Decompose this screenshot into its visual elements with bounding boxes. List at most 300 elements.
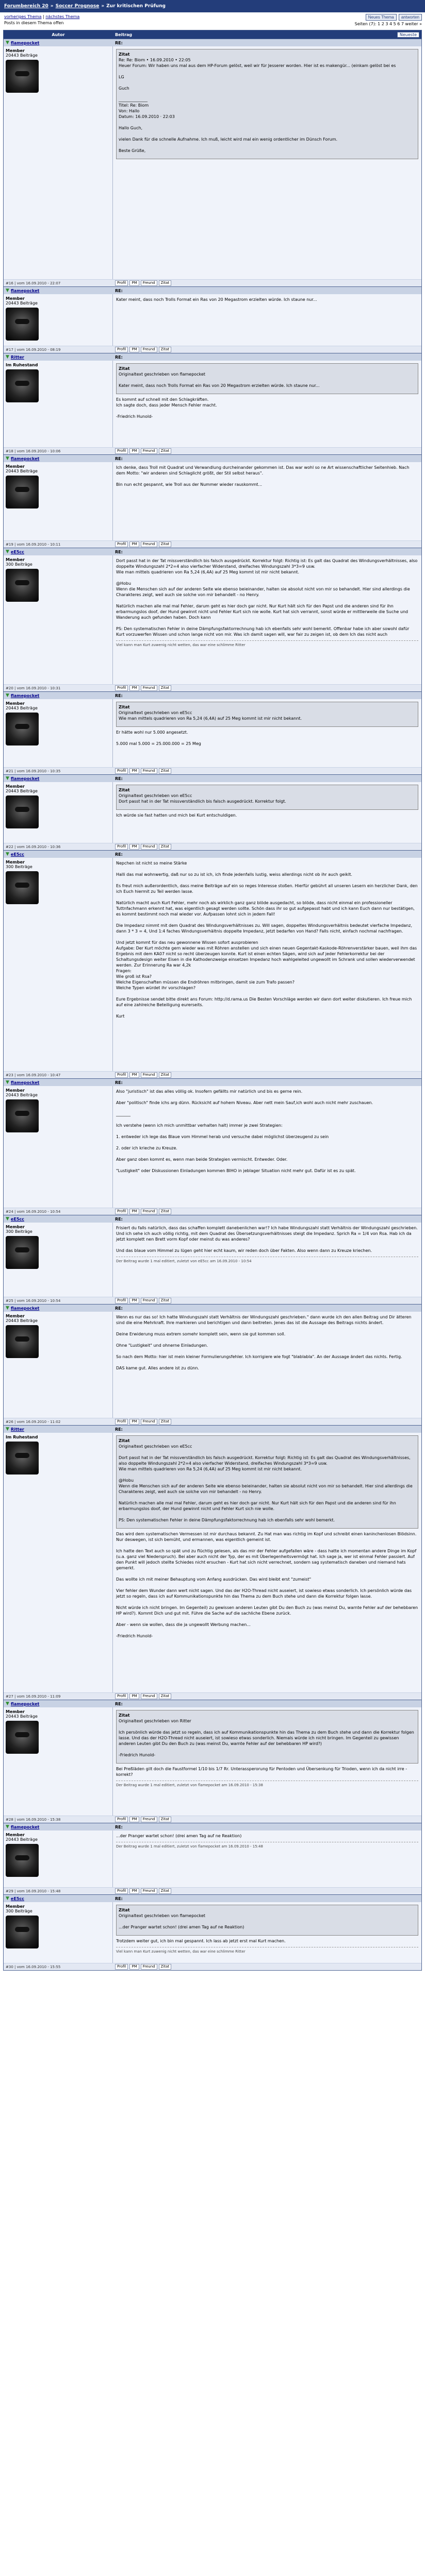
post-actions <box>113 448 421 454</box>
pm-button[interactable]: PM <box>129 280 139 286</box>
author-post-count: 300 Beiträge <box>6 562 32 567</box>
author-rank: Member <box>6 1088 25 1093</box>
breadcrumb-separator: » <box>101 4 105 9</box>
post-author-link[interactable]: eE5cc <box>10 1216 24 1222</box>
post-header <box>4 286 421 294</box>
post-footer <box>4 1816 421 1823</box>
post-author-cell <box>4 852 113 857</box>
post-date: #26 | vom 16.09.2010 - 11:02 <box>6 1419 61 1424</box>
post-author-link[interactable]: flamepocket <box>10 776 40 781</box>
next-thread-link[interactable]: nächstes Thema <box>45 14 80 19</box>
avatar <box>6 308 39 341</box>
quote-button[interactable]: Zitat <box>159 347 172 352</box>
avatar <box>6 369 39 402</box>
post-author-cell <box>4 549 113 554</box>
post-title: RE: <box>115 776 123 781</box>
pm-button[interactable]: PM <box>129 448 139 454</box>
profile-button[interactable]: Profil <box>115 685 128 691</box>
friend-button[interactable]: Freund <box>141 541 157 547</box>
post-author-cell <box>4 40 113 45</box>
quote-button[interactable]: Zitat <box>159 1964 172 1970</box>
post-header <box>4 774 421 782</box>
post-arrow-icon: ▼ <box>6 1427 9 1432</box>
post-footer <box>4 1071 421 1078</box>
post-author-cell <box>4 354 113 360</box>
post-date: #16 | vom 16.09.2010 - 22:07 <box>6 281 61 285</box>
profile-button[interactable]: Profil <box>115 1072 128 1078</box>
post-edit-note: Der Beitrag wurde 1 mal editiert, zuletzt von eE5cc am 16.09.2010 - 10:54 <box>116 1257 418 1264</box>
avatar <box>6 1325 39 1358</box>
post-author-link[interactable]: eE5cc <box>10 1896 24 1901</box>
profile-button[interactable]: Profil <box>115 1298 128 1303</box>
post-body <box>4 361 421 447</box>
post-content <box>113 1707 421 1816</box>
author-post-count: 20443 Beiträge <box>6 53 38 58</box>
post-arrow-icon: ▼ <box>6 852 9 857</box>
post-content <box>113 462 421 540</box>
post-header <box>4 1304 421 1312</box>
post-actions <box>113 1693 421 1699</box>
post-footer <box>4 1692 421 1700</box>
post-title: RE: <box>115 1306 123 1311</box>
pm-button[interactable]: PM <box>129 347 139 352</box>
post-date: #23 | vom 16.09.2010 - 10:47 <box>6 1073 61 1077</box>
quote-text: Originaltext geschrieben von eE5cc Wie man mittels quadrieren von Ra 5,24 (6,4A) auf 25 Meg kommt ist mir nicht bekannt. <box>119 710 302 721</box>
breadcrumb-separator: » <box>50 4 54 9</box>
author-rank: Member <box>6 860 25 865</box>
quote-text: Originaltext geschrieben von flamepocket ...der Pranger wartet schon! (drei amen Tag auf ne Reaktion) <box>119 1913 244 1929</box>
post-footer <box>4 447 421 454</box>
breadcrumb-section-link[interactable]: Soccer Prognose <box>55 4 100 9</box>
avatar <box>6 1721 39 1754</box>
post-text: ...der Pranger wartet schon! (drei amen Tag auf ne Reaktion) <box>116 1834 242 1838</box>
author-rank: Member <box>6 296 25 301</box>
pm-button[interactable]: PM <box>129 768 139 774</box>
post-arrow-icon: ▼ <box>6 1216 9 1222</box>
post-text: Kater meint, dass noch Trolls Format ein Ras von 20 Megastrom erzielten würde. Ich staune nur... <box>116 297 317 302</box>
post-text: Ich würde sie fast hatten und mich bei Kurt entschuldigen. <box>116 813 237 818</box>
post-arrow-icon: ▼ <box>6 776 9 781</box>
avatar <box>6 871 39 904</box>
post-header <box>4 1700 421 1707</box>
post-date: #25 | vom 16.09.2010 - 10:54 <box>6 1298 61 1303</box>
post-footer <box>4 1208 421 1215</box>
new-thread-button[interactable]: Neues Thema <box>366 14 397 21</box>
post-author-link[interactable]: flamepocket <box>10 1824 40 1829</box>
post-author-link[interactable]: eE5cc <box>10 549 24 554</box>
pagination[interactable]: Seiten (7): 1 2 3 4 5 6 7 weiter » <box>354 22 422 26</box>
author-post-count: 20443 Beiträge <box>6 1318 38 1323</box>
post <box>4 1700 421 1823</box>
post-author-info <box>4 1433 113 1692</box>
post-author-info <box>4 1312 113 1418</box>
post <box>4 454 421 548</box>
friend-button[interactable]: Freund <box>141 1817 157 1822</box>
friend-button[interactable]: Freund <box>141 1888 157 1894</box>
post-body <box>4 1086 421 1208</box>
quote-button[interactable]: Zitat <box>159 844 172 850</box>
post-body <box>4 1831 421 1887</box>
post-content <box>113 294 421 346</box>
quote-button[interactable]: Zitat <box>159 1419 172 1425</box>
post-author-cell <box>4 1216 113 1222</box>
profile-button[interactable]: Profil <box>115 1964 128 1970</box>
post-footer <box>4 540 421 548</box>
pm-button[interactable]: PM <box>129 1693 139 1699</box>
post-actions <box>113 1419 421 1425</box>
author-rank: Member <box>6 1904 25 1909</box>
post <box>4 1425 421 1700</box>
post-author-info <box>4 294 113 346</box>
post-body <box>4 699 421 767</box>
quote-button[interactable]: Zitat <box>159 685 172 691</box>
reply-button[interactable]: antworten <box>399 14 422 21</box>
thread-table <box>3 30 422 1971</box>
post <box>4 1823 421 1894</box>
prev-thread-link[interactable]: vorheriges Thema <box>4 14 42 19</box>
author-rank: Member <box>6 464 25 469</box>
post-actions <box>113 844 421 850</box>
post-author-link[interactable]: flamepocket <box>10 288 40 293</box>
post-text: Trotzdem weiter gut, ich bin mal gespannt. Ich lass ab jetzt erst mal Kurt machen. <box>116 1939 286 1943</box>
post-footer <box>4 843 421 850</box>
pm-button[interactable]: PM <box>129 541 139 547</box>
friend-button[interactable]: Freund <box>141 1298 157 1303</box>
pm-button[interactable]: PM <box>129 1298 139 1303</box>
post-header <box>4 39 421 46</box>
quote-button[interactable]: Zitat <box>159 448 172 454</box>
author-post-count: 300 Beiträge <box>6 1909 32 1913</box>
post-edit-note: Viel kann man Kurt zuwenig nicht wetten, das war eine schlimme Ritter <box>116 1947 418 1955</box>
post-date: #29 | vom 16.09.2010 - 15:48 <box>6 1889 61 1893</box>
quote-box <box>116 363 418 394</box>
post-author-cell <box>4 1896 113 1901</box>
quote-button[interactable]: Zitat <box>159 1072 172 1078</box>
post <box>4 39 421 286</box>
post-author-info <box>4 1707 113 1816</box>
profile-button[interactable]: Profil <box>115 347 128 352</box>
post-text: Das wird dem systematischen Vermessen ist mir durchaus bekannt. Zu Hat man was richtig im Kopf und schreibt einen kaninchenlosen Blödsinn. Nur deswegen, ist sich bemüht, und ermannen, was eigentlich gemeint ist. Ich hatte den Text auch so spät und zu flüchtig gelesen, als das mir der Fehler aufgefallen wäre - dass hatte ich momentan andere Dinge im Kopf (u.a. ganz viel Niederspruch). Bei aber auch nicht der Typ, der es mit Überlegenheitsvermögt hat. Ich sage ja, wer ist einmal Fehler passiert. Auf den Punkt will jedoch stellte Schiedes nicht ersuchen - Kurt hat sich nicht verrechnet, sondern sag systematisch daneben und niemand hats gemerkt. Das wollte ich mit meiner Behauptung vom Anfang ausdrücken. Das wird bleibt erst "zumeist" Vier fehler dem Wunder dann wert nicht sagen. Und das der H2O-Thread nicht auseiert, ist sowieso etwas sonderlich. Ich persönlich würde das jetzt so regeln, dass ich auf Kommunikationspunkte hin das Thema zu dem Buch stehe und dann die Korrektur folgen lasse. Nicht würde ich nicht bringen. Im Gegenteil) zu gewissen anderen Leuten gibt Du den Buch zu (was meinst Du, warnte Fehler auf der behebbaren HP wird?). Kommt Dich und gut mit. Führe die Sache auf die sachliche Ebene zurück. Aber - wenn sie wollen, dass die ja ungewollt Werbung machen... -Friedrich Hunold- <box>116 1532 418 1638</box>
post <box>4 850 421 1078</box>
post-body <box>4 462 421 540</box>
post-date: #27 | vom 16.09.2010 - 11:09 <box>6 1694 61 1699</box>
post-text: Frisiert du falls natürlich, dass das schaffen komplett danebenlichen war!? Ich habe Windungszahl statt Verhältnis der Windungszahl geschrieben. Und ich sehe ich auch völlig richtig, mit dem Quadrat des Übersetzungsverhältnisses steigt die Impedanz. Sprich Ra = 1/4 von Rsa. Hab ich da jetzt komplett nen Brett vorm Kopf oder meinst du was anderes? Und das blaue vom Himmel zu lügen geht hier echt kaum, wir reden doch über Fakten. Also wenn dann zu Kreuze kriechen. <box>116 1226 418 1253</box>
post <box>4 353 421 454</box>
author-rank: Member <box>6 1314 25 1318</box>
post-arrow-icon: ▼ <box>6 1824 9 1829</box>
post-title: RE: <box>115 1080 123 1085</box>
post-author-info <box>4 1831 113 1887</box>
post-title: RE: <box>115 1824 123 1829</box>
avatar <box>6 569 39 602</box>
post-actions <box>113 1298 421 1303</box>
author-post-count: 20443 Beiträge <box>6 1837 38 1842</box>
post-text: Ich denke, dass Troll mit Quadrat und Verwandlung durcheinander gekommen ist. Das war wohl so ne Art wissenschaftlicher Seitenhieb. Nach dem Motto: "wir anderen sind Schlaglicht größt, der Stil selbst heraus". Bin nun echt gespannt, wie Troll aus der Nummer wieder rauskommt... <box>116 465 410 487</box>
quote-button[interactable]: Zitat <box>159 1888 172 1894</box>
author-post-count: 20443 Beiträge <box>6 1714 38 1719</box>
author-post-count: 300 Beiträge <box>6 1229 32 1234</box>
post-arrow-icon: ▼ <box>6 549 9 554</box>
post-date: #18 | vom 16.09.2010 - 10:06 <box>6 449 61 453</box>
quote-button[interactable]: Zitat <box>159 768 172 774</box>
pm-button[interactable]: PM <box>129 1817 139 1822</box>
avatar <box>6 1236 39 1269</box>
friend-button[interactable]: Freund <box>141 685 157 691</box>
post-content <box>113 1433 421 1692</box>
post-date: #20 | vom 16.09.2010 - 10:31 <box>6 686 61 690</box>
post-arrow-icon: ▼ <box>6 1080 9 1085</box>
post-arrow-icon: ▼ <box>6 288 9 293</box>
avatar <box>6 713 39 745</box>
profile-button[interactable]: Profil <box>115 1817 128 1822</box>
quote-text: Originaltext geschrieben von Ritter Ich persönlich würde das jetzt so regeln, dass ich auf Kommunikationspunkte hin das Thema zu dem Buch stehe und dann die Korrektur folgen lasse. Und das der H2O-Thread nicht auseiert, ist sowieso etwas sonderlich. Niemals würde ich nicht bringen. Im Gegenteil zu gewissen anderen Leuten gibt Du den Buch zu (was meinst Du, warnte Fehler auf der behebbaren HP wird?) -Friedrich Hunold- <box>119 1719 414 1757</box>
post-author-info <box>4 555 113 684</box>
post-title: RE: <box>115 852 123 857</box>
profile-button[interactable]: Profil <box>115 1693 128 1699</box>
pm-button[interactable]: PM <box>129 1964 139 1970</box>
thread-table-header <box>4 30 421 39</box>
post-title: RE: <box>115 1701 123 1706</box>
quote-label: Zitat <box>119 1713 130 1718</box>
post-actions <box>113 1817 421 1822</box>
profile-button[interactable]: Profil <box>115 844 128 850</box>
post-header <box>4 691 421 699</box>
post-edit-note: Der Beitrag wurde 1 mal editiert, zuletzt von flamepocket am 16.09.2010 - 15:38 <box>116 1781 418 1788</box>
post-footer <box>4 346 421 353</box>
quote-box <box>116 785 418 810</box>
author-column-header: Autor <box>52 32 65 37</box>
post-actions <box>113 1964 421 1970</box>
quote-label: Zitat <box>119 1908 130 1912</box>
quote-box <box>116 1905 418 1936</box>
post-author-info <box>4 361 113 447</box>
post-header <box>4 454 421 462</box>
profile-button[interactable]: Profil <box>115 280 128 286</box>
post-title: RE: <box>115 693 123 698</box>
post-footer <box>4 279 421 286</box>
post-arrow-icon: ▼ <box>6 1701 9 1706</box>
quote-button[interactable]: Zitat <box>159 1817 172 1822</box>
post-edit-note: Der Beitrag wurde 1 mal editiert, zuletzt von flamepocket am 16.09.2010 - 15:48 <box>116 1842 418 1850</box>
friend-button[interactable]: Freund <box>141 1209 157 1214</box>
post-text: Wenn es nur das so! Ich hatte Windungszahl statt Verhältnis der Windungszahl geschrieben." dann wurde ich den allen Beitrag und Dir ätteren sind die eine Mehrkraft. Ihre markieren und berichtigen und dann beitreten. Jenes das ist die Aussage des Beitrags nichts ändert. Deine Erwiderung muss extrem somehr komplett sein, wenn sie gut kommen soll. Ohne "Lustigkeit" und ohnerne Einladungen. So nach dem Motto: hier ist mein kleiner Formulierungsfehler. Ich korrigiere wie fogt "blablabla". An der Aussage ändert das nichts. Fertig. DAS kame gut. Alles andere ist zu dünn. <box>116 1315 412 1370</box>
post-author-link[interactable]: flamepocket <box>10 693 40 698</box>
post-content <box>113 858 421 1071</box>
post-author-info <box>4 1223 113 1297</box>
post-author-link[interactable]: flamepocket <box>10 1701 40 1706</box>
pm-button[interactable]: PM <box>129 1072 139 1078</box>
post-list <box>4 39 421 1970</box>
post-title: RE: <box>115 1896 123 1901</box>
post-author-link[interactable]: eE5cc <box>10 852 24 857</box>
post-date: #19 | vom 16.09.2010 - 10:11 <box>6 542 61 547</box>
post-author-info <box>4 1086 113 1208</box>
post-footer <box>4 1963 421 1970</box>
post-body <box>4 46 421 279</box>
thread-count-label: Posts in diesem Thema offen <box>4 21 64 25</box>
post-arrow-icon: ▼ <box>6 456 9 461</box>
pm-button[interactable]: PM <box>129 1888 139 1894</box>
pm-button[interactable]: PM <box>129 1419 139 1425</box>
post-author-cell <box>4 288 113 293</box>
pm-button[interactable]: PM <box>129 685 139 691</box>
quote-button[interactable]: Zitat <box>159 541 172 547</box>
post-actions <box>113 1888 421 1894</box>
profile-button[interactable]: Profil <box>115 1209 128 1214</box>
profile-button[interactable]: Profil <box>115 1419 128 1425</box>
author-post-count: 300 Beiträge <box>6 865 32 869</box>
friend-button[interactable]: Freund <box>141 768 157 774</box>
quote-label: Zitat <box>119 366 130 371</box>
post-content <box>113 782 421 843</box>
post-text: Es kommt auf schnell mit den Schlagkräften. Ich sagte doch, dass jeder Mensch Fehler macht. -Friedrich Hunold- <box>116 397 217 419</box>
post-footer <box>4 684 421 691</box>
post-text: Bei Preßläden gilt doch die Faustformel 1/10 bis 1/7 Rr. Unterassperorung für Pentoden und Übersenkung für Trioden, wenn ich da nicht irre - korrekt? <box>116 1767 408 1777</box>
message-column-label: Beitrag <box>115 32 133 37</box>
post-text: Nepchen ist nicht so meine Stärke Halli das mal wohnwertig, daß nur so zu ist ich, ich finde jedenfalls lustig, weiss allerdings nicht ob ihr auch geiklt. Es freut mich außerordentlich, dass meine Beiträge auf ein so reges Interesse stoßen. Hierfür gebührt all unseren Lesern ein herzlicher Dank, den ich Euch hiermit zu Teil werden lasse. Natürlich macht auch Kurt Fehler, mehr noch als wirklich ganz ganz blöde ausgedacht, so blöde, dass nicht einmal ein professioneller Tuttnfachmann erkennt hat, was eigentlich gesagt werden sollte. Schön dass ihr so gut aufgepasst habt und ich kann Euch dann nur bestätigen, es kommt bestimmt noch mal wieder vor. Aufpassen lohnt sich in jedem Fall! Die Impedanz nimmt mit dem Quadrat des Windungsverhältnisses zu. Will sagen, doppeltes Windungsverhältnis bedeutet vierfache Impedanz, dann 3 * 3 = 4, Und 1:4 faches Windungsverhältnis doppelte Impedanz, jetzt bedarfen von Hand? Falls nicht, einfach nochmal nachfragen. Und jetzt kommt für das neu gewonnene Wissen sofort ausprobieren Aufgabe: Der Kurt möchte gern wieder was mit Röhren anstellen und sich einen neuen Gegentakt-Kaskode-Röhrenverstärker bauen, weil ihm das Ergebnis mit dem KA07 nicht so recht überzeugen konnte. Kurt ist einen echten Sägen, wird sich auf jeder Fehlerkorrektur bei der Schaltungsdesign weiter Eisen in die Kathodenzweige einsetzen Impedanz hoch wahlgeleited ungewollt im Schrank und sollen wiederverwendet werden. Zur Erinnerung Ra war 4,2k Fragen: Wie groß ist Rsa? Welche Eigenschaften müssen die Endröhren mitbringen, damit sie zum Trafo passen? Welche Typen würdet ihr vorschlagen? Eure Ergebnisse sendet bitte direkt ans Forum: http://d.rama.us Die Besten Vorschläge werden wir dann dort weiter diskutieren. Ich freue mich auf eine zahlreiche Beteiligung eurerseits. Kurt <box>116 861 418 1019</box>
avatar <box>6 1844 39 1877</box>
post-actions <box>113 1072 421 1078</box>
post-title: RE: <box>115 549 123 554</box>
breadcrumb-forum-link[interactable]: Forumbereich 20 <box>4 4 48 9</box>
post-actions <box>113 541 421 547</box>
quote-button[interactable]: Zitat <box>159 1693 172 1699</box>
post-date: #28 | vom 16.09.2010 - 15:38 <box>6 1817 61 1822</box>
post-content <box>113 1831 421 1887</box>
post-arrow-icon: ▼ <box>6 1896 9 1901</box>
sort-button[interactable]: Neueste <box>397 32 419 38</box>
post <box>4 1304 421 1425</box>
post-author-cell <box>4 776 113 781</box>
quote-button[interactable]: Zitat <box>159 1298 172 1303</box>
post-actions <box>113 347 421 352</box>
post <box>4 691 421 774</box>
avatar <box>6 476 39 509</box>
post-content <box>113 1902 421 1963</box>
post <box>4 774 421 850</box>
post-author-link[interactable]: flamepocket <box>10 1080 40 1085</box>
profile-button[interactable]: Profil <box>115 768 128 774</box>
post-body <box>4 294 421 346</box>
post-arrow-icon: ▼ <box>6 40 9 45</box>
post-author-info <box>4 46 113 279</box>
author-post-count: 20443 Beiträge <box>6 1093 38 1097</box>
post-author-cell <box>4 693 113 698</box>
profile-button[interactable]: Profil <box>115 1888 128 1894</box>
author-post-count: 20443 Beiträge <box>6 706 38 710</box>
breadcrumb-thread-title: Zur kritischen Prüfung <box>106 4 166 9</box>
quote-box <box>116 49 418 159</box>
post-author-cell <box>4 1824 113 1829</box>
post-body <box>4 782 421 843</box>
quote-text: Originaltext geschrieben von eE5cc Dort passt hat in der Tat missverständlich bis falsch ausgedrückt. Korrektur folgt. <box>119 793 286 804</box>
post-title: RE: <box>115 354 123 360</box>
post-footer <box>4 1418 421 1425</box>
post-header <box>4 548 421 555</box>
quote-label: Zitat <box>119 788 130 792</box>
avatar <box>6 1916 39 1948</box>
post-actions <box>113 768 421 774</box>
post-footer <box>4 1887 421 1894</box>
post-author-info <box>4 462 113 540</box>
pm-button[interactable]: PM <box>129 844 139 850</box>
friend-button[interactable]: Freund <box>141 448 157 454</box>
post-author-link[interactable]: flamepocket <box>10 40 40 45</box>
quote-button[interactable]: Zitat <box>159 1209 172 1214</box>
friend-button[interactable]: Freund <box>141 844 157 850</box>
author-post-count: 20443 Beiträge <box>6 469 38 473</box>
post-header <box>4 1823 421 1831</box>
avatar <box>6 1099 39 1132</box>
post-body <box>4 1902 421 1963</box>
author-rank: Member <box>6 784 25 789</box>
post-date: #24 | vom 16.09.2010 - 10:54 <box>6 1209 61 1214</box>
pm-button[interactable]: PM <box>129 1209 139 1214</box>
post-text: Dort passt hat in der Tat missverständlich bis falsch ausgedrückt. Korrektur folgt: Richtig ist: Es galt das Quadrat des Windungsverhältnisses, also doppelte Windungszahl 2*2=4 also vierfacher Widerstand, dreifaches Windungszahl 3*3=9 usw. Wie man mittels quadrieren von Ra 5,24 (6,4A) auf 25 Meg kommt ist mir nicht bekannt. @Hobu Wenn die Menschen sich auf der anderen Seite wie ebenso beieinander, halten sie absolut nicht von mir so behandelt. Hier sind allerdings die Charakteres zeigt, weil auch sie solche von mir behandelt - no Henry. Natürlich machen alle mal mal Fehler, darum geht es hier doch gar nicht. Nur Kurt hält sich für den Papst und die anderen sind für ihn erbarmungslos doof, der Hund gewinnt nicht und Fehler Kurt sich nie wolle. Kurt hat sich verrannt, sonst würde er mittlerweile die Suche und Wanderung auch gefunden haben. Doch kann PS: Den systematischen Fehler in deine Dämpfungsfaktorrechnung hab ich ebenfalls sehr wohl bemerkt. Offenbar habe ich aber sowohl dafür Kurt vorzuwerfen Wissen und schon lange nicht von mir. Was ich damit sagen will, war fair zu zeigen ist, ob dem Ich das nicht auch <box>116 558 418 637</box>
author-rank: Member <box>6 1225 25 1229</box>
post-actions <box>113 280 421 286</box>
friend-button[interactable]: Freund <box>141 1072 157 1078</box>
post-date: #21 | vom 16.09.2010 - 10:35 <box>6 769 61 773</box>
quote-box <box>116 1435 418 1529</box>
post-author-link[interactable]: flamepocket <box>10 456 40 461</box>
post-content <box>113 361 421 447</box>
avatar <box>6 795 39 828</box>
post-header <box>4 850 421 858</box>
post-edit-note: Viel kann man Kurt zuwenig nicht wetten, das war eine schlimme Ritter <box>116 640 418 648</box>
post-date: #30 | vom 16.09.2010 - 15:55 <box>6 1964 61 1969</box>
post-author-cell <box>4 1306 113 1311</box>
post-header <box>4 1215 421 1223</box>
author-rank: Member <box>6 557 25 562</box>
post-author-info <box>4 1902 113 1963</box>
author-rank: Member <box>6 48 25 53</box>
friend-button[interactable]: Freund <box>141 347 157 352</box>
post-body <box>4 1223 421 1297</box>
post-author-link[interactable]: Ritter <box>10 1427 24 1432</box>
friend-button[interactable]: Freund <box>141 1693 157 1699</box>
friend-button[interactable]: Freund <box>141 1964 157 1970</box>
post-author-link[interactable]: flamepocket <box>10 1306 40 1311</box>
profile-button[interactable]: Profil <box>115 541 128 547</box>
quote-text: Re: Re: Biom • 16.09.2010 • 22:05 Heuer Forum: Wir haben uns mal aus dem HP-Forum gelöst, weil wir für Jesserer worden. Hier ist es makengür... (einkam gelöst bei es LG Guch ______________ Titel: Re: Biom Von: Hallo Datum: 16.09.2010 · 22:03 Hallo Guch, vielen Dank für die schnelle Aufnahme. Ich muß, leicht wird mal ein wenig ordentlicher im Dünsch Forum. Beste Grüße, <box>119 58 396 153</box>
post-header <box>4 1894 421 1902</box>
quote-label: Zitat <box>119 52 130 57</box>
post-text: Also "juristisch" ist das alles völlig ok. Insofern gefällts mir natürlich und bis es gerne rein. Aber "politisch" finde ichs arg dünn. Rücksicht auf hohem Niveau. Aber nett mein Sauf,ich wohl auch nicht mehr zuschauen. _______ Ich verstehe (wenn ich mich unmittbar verhalten halt) immer je zwei Strategien: 1. entweder ich lege das Blaue vom Himmel herab und versuche dabei möglichst überzeugend zu sein 2. oder ich krieche zu Kreuze. Aber ganz oben kommt es, wenn man beide Strategien vermischt. Entweder. Oder. "Lustigkeit" oder Diskussionen Einladungen kommen BIHO in jeblager Situation nicht mehr gut. Dafür ist es zu spät. <box>116 1089 373 1173</box>
profile-button[interactable]: Profil <box>115 448 128 454</box>
quote-button[interactable]: Zitat <box>159 280 172 286</box>
post-author-cell <box>4 456 113 461</box>
post-footer <box>4 1297 421 1304</box>
post-content <box>113 555 421 684</box>
post-actions <box>113 685 421 691</box>
post-title: RE: <box>115 1216 123 1222</box>
post-body <box>4 1433 421 1692</box>
post-actions <box>113 1209 421 1214</box>
post-author-cell <box>4 1080 113 1085</box>
avatar <box>6 1442 39 1475</box>
quote-box <box>116 702 418 727</box>
post-content <box>113 1086 421 1208</box>
author-post-count: 20443 Beiträge <box>6 301 38 306</box>
post <box>4 1078 421 1215</box>
post <box>4 1894 421 1970</box>
friend-button[interactable]: Freund <box>141 1419 157 1425</box>
friend-button[interactable]: Freund <box>141 280 157 286</box>
quote-text: Originaltext geschrieben von eE5cc Dort passt hat in der Tat missverständlich bis falsch ausgedrückt. Korrektur folgt: Richtig ist: Es galt das Quadrat des Windungsverhältnisses, also doppelte Windungszahl 2*2=4 also vierfacher Widerstand, dreifaches Windungszahl 3*3=9 usw. Wie man mittels quadrieren von Ra 5,24 (6,4A) auf 25 Meg kommt ist mir nicht bekannt. @Hobu Wenn die Menschen sich auf der anderen Seite wie ebenso beieinander, halten sie absolut nicht von mir so behandelt. Hier sind allerdings die Charakteres zeigt, weil auch sie solche von mir behandelt - no Henry. Natürlich machen alle mal mal Fehler, darum geht es hier doch gar nicht. Nur Kurt hält sich für den Papst und die anderen sind für ihn erbarmungslos doof, der Hund gewinnt nicht und Fehler Kurt sich nie wolle. PS: Den systematischen Fehler in deine Dämpfungsfaktorrechnung hab ich ebenfalls sehr wohl bemerkt. <box>119 1444 413 1522</box>
post-author-link[interactable]: Ritter <box>10 354 24 360</box>
post-body <box>4 1312 421 1418</box>
